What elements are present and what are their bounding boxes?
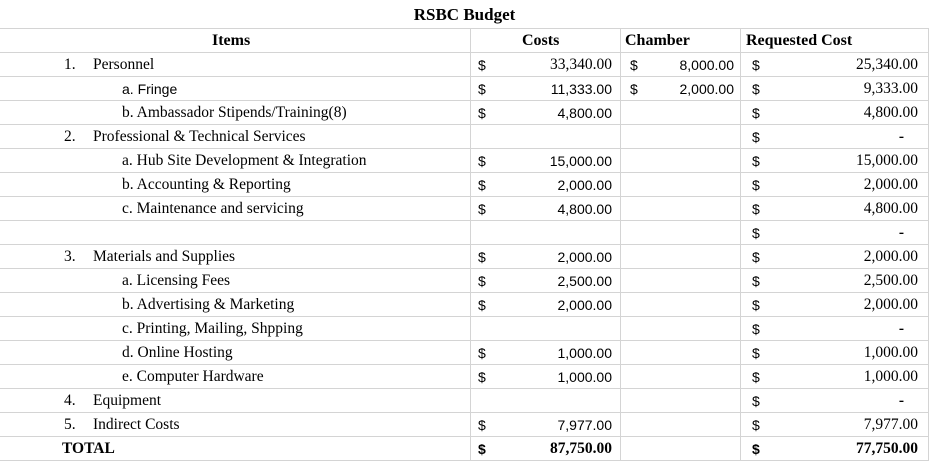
chamber-value — [650, 341, 736, 364]
budget-row — [0, 149, 929, 173]
chamber-value — [650, 317, 736, 340]
requested-dollar-sign: $ — [752, 417, 760, 433]
item-number: 3. — [64, 248, 76, 265]
requested-dollar-sign: $ — [752, 297, 760, 313]
budget-row — [0, 317, 929, 341]
chamber-dollar-sign — [630, 197, 650, 220]
cost-dollar-sign — [478, 221, 498, 244]
cost-dollar-sign — [478, 317, 498, 340]
chamber-dollar-sign — [630, 149, 650, 172]
cost-dollar-sign: $ — [478, 345, 486, 361]
chamber-dollar-sign — [630, 173, 650, 196]
item-label: Materials and Supplies — [93, 248, 236, 265]
grid-row-line — [0, 412, 929, 413]
cost-value: 2,000.00 — [557, 177, 612, 193]
requested-cost-value: 9,333.00 — [863, 80, 918, 97]
requested-cost-value: 1,000.00 — [863, 368, 918, 385]
cost-value: 2,500.00 — [557, 273, 612, 289]
item-label: a. Licensing Fees — [122, 272, 231, 289]
budget-row — [0, 173, 929, 197]
budget-row — [0, 413, 929, 437]
cost-value — [500, 389, 614, 412]
chamber-value — [650, 173, 736, 196]
chamber-value — [650, 245, 736, 268]
budget-row — [0, 77, 929, 101]
cost-dollar-sign: $ — [478, 153, 486, 169]
cost-dollar-sign: $ — [478, 201, 486, 217]
chamber-value — [650, 101, 736, 124]
grid-column-line — [928, 28, 929, 460]
budget-row — [0, 293, 929, 317]
item-number: 4. — [64, 392, 76, 409]
budget-row — [0, 101, 929, 125]
sheet-title: RSBC Budget — [0, 0, 929, 29]
header-requested-cost: Requested Cost — [746, 32, 853, 49]
cost-dollar-sign: $ — [478, 369, 486, 385]
grid-row-line — [0, 148, 929, 149]
total-label: TOTAL — [62, 440, 115, 457]
cost-dollar-sign: $ — [478, 249, 486, 265]
cost-dollar-sign — [478, 389, 498, 412]
chamber-dollar-sign — [630, 317, 650, 340]
grid-row-line — [0, 100, 929, 101]
requested-cost-value: - — [898, 224, 904, 241]
chamber-value — [650, 269, 736, 292]
cost-value: 33,340.00 — [550, 56, 612, 73]
chamber-dollar-sign — [630, 389, 650, 412]
grid-row-line — [0, 196, 929, 197]
budget-row — [0, 197, 929, 221]
grid-row-line — [0, 388, 929, 389]
requested-dollar-sign: $ — [752, 345, 760, 361]
cost-value — [500, 221, 614, 244]
cost-value: 11,333.00 — [550, 81, 612, 97]
cost-dollar-sign: $ — [478, 105, 486, 121]
cost-value: 2,000.00 — [557, 297, 612, 313]
header-costs: Costs — [522, 32, 560, 49]
chamber-value — [650, 125, 736, 148]
requested-cost-value: 15,000.00 — [856, 152, 918, 169]
cost-dollar-sign: $ — [478, 57, 486, 73]
chamber-value — [650, 389, 736, 412]
budget-row — [0, 245, 929, 269]
item-number: 1. — [64, 56, 76, 73]
cost-value: 7,977.00 — [557, 417, 612, 433]
grid-row-line — [0, 244, 929, 245]
total-requested-dollar: $ — [752, 441, 760, 457]
grid-row-line — [0, 340, 929, 341]
item-label — [93, 221, 493, 244]
chamber-value — [650, 197, 736, 220]
chamber-dollar-sign — [630, 341, 650, 364]
chamber-value: 8,000.00 — [679, 57, 734, 73]
budget-row — [0, 341, 929, 365]
chamber-value — [650, 149, 736, 172]
chamber-value: 2,000.00 — [679, 81, 734, 97]
requested-cost-value: 1,000.00 — [863, 344, 918, 361]
budget-row — [0, 365, 929, 389]
item-label: e. Computer Hardware — [122, 368, 264, 385]
item-label: a. Fringe — [122, 81, 178, 97]
header-row — [0, 29, 929, 53]
grid-row-line — [0, 52, 929, 53]
grid-row-line — [0, 364, 929, 365]
requested-dollar-sign: $ — [752, 81, 760, 97]
grid-column-line — [620, 28, 621, 460]
requested-dollar-sign: $ — [752, 369, 760, 385]
item-label: c. Maintenance and servicing — [122, 200, 304, 217]
item-number: 2. — [64, 128, 76, 145]
item-label: Indirect Costs — [93, 416, 180, 433]
chamber-value — [650, 293, 736, 316]
budget-row — [0, 221, 929, 245]
header-chamber: Chamber — [625, 32, 690, 49]
item-label: Personnel — [93, 56, 155, 73]
cost-dollar-sign: $ — [478, 81, 486, 97]
budget-row — [0, 389, 929, 413]
cost-dollar-sign: $ — [478, 177, 486, 193]
requested-dollar-sign: $ — [752, 153, 760, 169]
item-label: b. Advertising & Marketing — [122, 296, 295, 313]
budget-row — [0, 269, 929, 293]
item-label: Professional & Technical Services — [93, 128, 306, 145]
cost-value: 4,800.00 — [557, 105, 612, 121]
cost-value: 1,000.00 — [557, 369, 612, 385]
requested-cost-value: 4,800.00 — [863, 200, 918, 217]
requested-cost-value: 2,000.00 — [863, 296, 918, 313]
requested-dollar-sign: $ — [752, 105, 760, 121]
cost-dollar-sign: $ — [478, 297, 486, 313]
chamber-dollar-sign — [630, 413, 650, 436]
chamber-dollar-sign — [630, 365, 650, 388]
chamber-dollar-sign: $ — [630, 57, 638, 73]
requested-cost-value: 4,800.00 — [863, 104, 918, 121]
chamber-dollar-sign: $ — [630, 81, 638, 97]
cost-value: 4,800.00 — [557, 201, 612, 217]
total-row — [0, 437, 929, 461]
requested-dollar-sign: $ — [752, 57, 760, 73]
item-label: b. Ambassador Stipends/Training(8) — [122, 104, 347, 121]
cost-value: 15,000.00 — [549, 153, 612, 169]
chamber-dollar-sign — [630, 125, 650, 148]
cost-value: 1,000.00 — [557, 345, 612, 361]
total-requested-cost: 77,750.00 — [856, 440, 918, 457]
cost-value: 2,000.00 — [557, 249, 612, 265]
chamber-dollar-sign — [630, 101, 650, 124]
requested-cost-value: - — [898, 320, 904, 337]
budget-row — [0, 125, 929, 149]
chamber-value — [650, 365, 736, 388]
grid-row-line — [0, 124, 929, 125]
requested-dollar-sign: $ — [752, 201, 760, 217]
grid-column-line — [470, 28, 471, 460]
cost-dollar-sign: $ — [478, 273, 486, 289]
chamber-dollar-sign — [630, 221, 650, 244]
cost-value — [500, 125, 614, 148]
requested-cost-value: 2,000.00 — [863, 248, 918, 265]
cost-dollar-sign: $ — [478, 417, 486, 433]
item-label: Equipment — [93, 392, 162, 409]
grid-row-line — [0, 316, 929, 317]
grid-row-line — [0, 292, 929, 293]
chamber-dollar-sign — [630, 293, 650, 316]
chamber-dollar-sign — [630, 245, 650, 268]
grid-row-line — [0, 268, 929, 269]
chamber-dollar-sign — [630, 269, 650, 292]
cost-dollar-sign — [478, 125, 498, 148]
grid-row-line — [0, 28, 929, 29]
grid-row-line — [0, 460, 929, 461]
total-cost-dollar: $ — [478, 441, 486, 457]
chamber-value — [650, 221, 736, 244]
requested-cost-value: 2,000.00 — [863, 176, 918, 193]
requested-dollar-sign: $ — [752, 177, 760, 193]
grid-row-line — [0, 76, 929, 77]
requested-cost-value: 2,500.00 — [863, 272, 918, 289]
requested-dollar-sign: $ — [752, 393, 760, 409]
grid-row-line — [0, 172, 929, 173]
total-cost: 87,750.00 — [550, 440, 612, 457]
item-label: a. Hub Site Development & Integration — [122, 152, 367, 169]
requested-dollar-sign: $ — [752, 321, 760, 337]
requested-dollar-sign: $ — [752, 273, 760, 289]
requested-cost-value: 7,977.00 — [863, 416, 918, 433]
cost-value — [500, 317, 614, 340]
chamber-value — [650, 413, 736, 436]
requested-dollar-sign: $ — [752, 129, 760, 145]
item-label: c. Printing, Mailing, Shpping — [122, 320, 303, 337]
requested-cost-value: - — [898, 128, 904, 145]
grid-column-line — [740, 28, 741, 460]
item-number: 5. — [64, 416, 76, 433]
item-label: b. Accounting & Reporting — [122, 176, 291, 193]
grid-row-line — [0, 436, 929, 437]
requested-cost-value: 25,340.00 — [856, 56, 918, 73]
requested-dollar-sign: $ — [752, 249, 760, 265]
item-label: d. Online Hosting — [122, 344, 233, 361]
requested-dollar-sign: $ — [752, 225, 760, 241]
budget-row — [0, 53, 929, 77]
requested-cost-value: - — [898, 392, 904, 409]
header-items: Items — [212, 32, 251, 49]
grid-row-line — [0, 220, 929, 221]
